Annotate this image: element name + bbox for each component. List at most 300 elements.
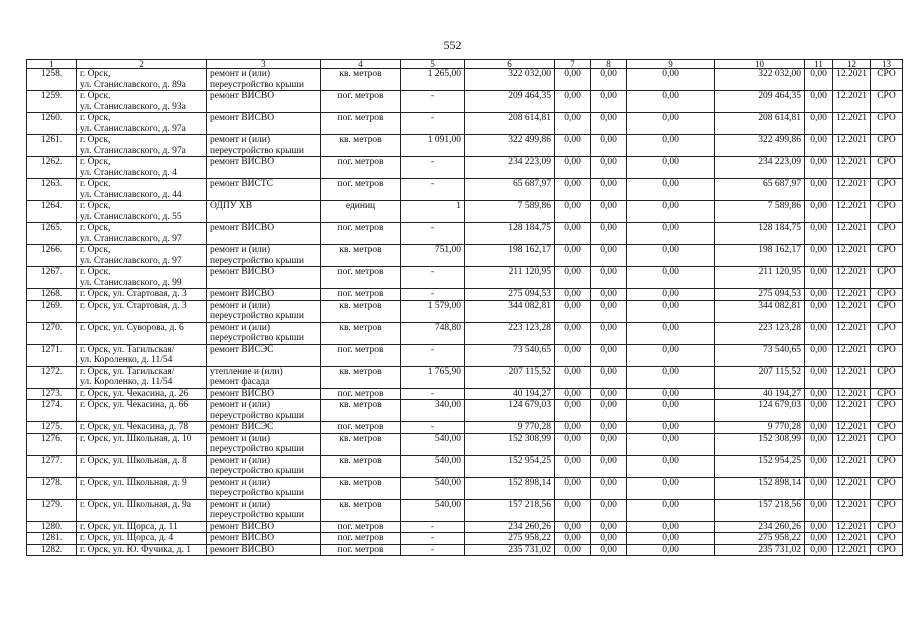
col10-cell: 234 223,09 xyxy=(715,157,805,179)
unit-cell: пог. метров xyxy=(321,344,401,366)
col7-cell: 0,00 xyxy=(555,69,591,91)
col9-cell: 0,00 xyxy=(627,69,715,91)
table-row xyxy=(27,344,903,366)
total-cost-cell: 128 184,75 xyxy=(465,223,555,245)
col-header-8: 8 xyxy=(591,60,627,69)
col-header-13: 13 xyxy=(871,60,903,69)
source-cell: СРО xyxy=(871,223,903,245)
row-number: 1260. xyxy=(27,113,77,135)
table-row xyxy=(27,422,903,434)
source-cell: СРО xyxy=(871,533,903,545)
address-cell: г. Орск, ул. Щорса, д. 11 xyxy=(77,521,207,533)
col-header-9: 9 xyxy=(627,60,715,69)
col7-cell: 0,00 xyxy=(555,521,591,533)
row-number: 1267. xyxy=(27,267,77,289)
col8-cell: 0,00 xyxy=(591,113,627,135)
source-cell: СРО xyxy=(871,245,903,267)
col8-cell: 0,00 xyxy=(591,223,627,245)
work-type-cell: ремонт ВИСВО xyxy=(207,544,321,556)
col9-cell: 0,00 xyxy=(627,245,715,267)
date-cell: 12.2021 xyxy=(833,433,871,455)
quantity-cell: - xyxy=(401,344,465,366)
total-cost-cell: 235 731,02 xyxy=(465,544,555,556)
col7-cell: 0,00 xyxy=(555,223,591,245)
source-cell: СРО xyxy=(871,267,903,289)
date-cell: 12.2021 xyxy=(833,322,871,344)
work-type-cell: ремонт ВИСЭС xyxy=(207,344,321,366)
col9-cell: 0,00 xyxy=(627,91,715,113)
col11-cell: 0,00 xyxy=(805,300,833,322)
col-header-4: 4 xyxy=(321,60,401,69)
total-cost-cell: 7 589,86 xyxy=(465,201,555,223)
col8-cell: 0,00 xyxy=(591,201,627,223)
date-cell: 12.2021 xyxy=(833,499,871,521)
table-row xyxy=(27,223,903,245)
total-cost-cell: 124 679,03 xyxy=(465,400,555,422)
quantity-cell: 1 765,90 xyxy=(401,366,465,388)
quantity-cell: 540,00 xyxy=(401,477,465,499)
col9-cell: 0,00 xyxy=(627,157,715,179)
col8-cell: 0,00 xyxy=(591,455,627,477)
table-row xyxy=(27,69,903,91)
col11-cell: 0,00 xyxy=(805,422,833,434)
col10-cell: 275 958,22 xyxy=(715,533,805,545)
col-header-3: 3 xyxy=(207,60,321,69)
col9-cell: 0,00 xyxy=(627,267,715,289)
address-cell: г. Орск, ул. Школьная, д. 9 xyxy=(77,477,207,499)
table-row xyxy=(27,135,903,157)
date-cell: 12.2021 xyxy=(833,135,871,157)
table-row xyxy=(27,201,903,223)
unit-cell: кв. метров xyxy=(321,322,401,344)
source-cell: СРО xyxy=(871,300,903,322)
work-type-cell: ремонт ВИСВО xyxy=(207,157,321,179)
date-cell: 12.2021 xyxy=(833,344,871,366)
work-type-cell: ремонт и (или) переустройство крыши xyxy=(207,322,321,344)
table-row xyxy=(27,533,903,545)
col11-cell: 0,00 xyxy=(805,533,833,545)
col9-cell: 0,00 xyxy=(627,533,715,545)
table-row xyxy=(27,499,903,521)
quantity-cell: 751,00 xyxy=(401,245,465,267)
quantity-cell: 540,00 xyxy=(401,455,465,477)
row-number: 1282. xyxy=(27,544,77,556)
unit-cell: кв. метров xyxy=(321,366,401,388)
col11-cell: 0,00 xyxy=(805,223,833,245)
table-row xyxy=(27,267,903,289)
col9-cell: 0,00 xyxy=(627,201,715,223)
col11-cell: 0,00 xyxy=(805,366,833,388)
col10-cell: 9 770,28 xyxy=(715,422,805,434)
col10-cell: 211 120,95 xyxy=(715,267,805,289)
table-row xyxy=(27,388,903,400)
unit-cell: кв. метров xyxy=(321,135,401,157)
col7-cell: 0,00 xyxy=(555,322,591,344)
unit-cell: кв. метров xyxy=(321,69,401,91)
unit-cell: кв. метров xyxy=(321,400,401,422)
source-cell: СРО xyxy=(871,499,903,521)
source-cell: СРО xyxy=(871,477,903,499)
quantity-cell: 340,00 xyxy=(401,400,465,422)
quantity-cell: - xyxy=(401,223,465,245)
col9-cell: 0,00 xyxy=(627,388,715,400)
col11-cell: 0,00 xyxy=(805,69,833,91)
col10-cell: 65 687,97 xyxy=(715,179,805,201)
source-cell: СРО xyxy=(871,69,903,91)
col8-cell: 0,00 xyxy=(591,69,627,91)
col-header-5: 5 xyxy=(401,60,465,69)
col7-cell: 0,00 xyxy=(555,366,591,388)
col8-cell: 0,00 xyxy=(591,91,627,113)
date-cell: 12.2021 xyxy=(833,179,871,201)
row-number: 1281. xyxy=(27,533,77,545)
unit-cell: кв. метров xyxy=(321,433,401,455)
unit-cell: пог. метров xyxy=(321,521,401,533)
address-cell: г. Орск, ул. Станиславского, д. 55 xyxy=(77,201,207,223)
work-type-cell: ремонт и (или) переустройство крыши xyxy=(207,300,321,322)
date-cell: 12.2021 xyxy=(833,366,871,388)
work-type-cell: ремонт ВИСЭС xyxy=(207,422,321,434)
total-cost-cell: 207 115,52 xyxy=(465,366,555,388)
table-row xyxy=(27,300,903,322)
source-cell: СРО xyxy=(871,91,903,113)
col9-cell: 0,00 xyxy=(627,455,715,477)
col7-cell: 0,00 xyxy=(555,344,591,366)
quantity-cell: 540,00 xyxy=(401,433,465,455)
col-header-6: 6 xyxy=(465,60,555,69)
col11-cell: 0,00 xyxy=(805,433,833,455)
unit-cell: кв. метров xyxy=(321,499,401,521)
source-cell: СРО xyxy=(871,388,903,400)
col7-cell: 0,00 xyxy=(555,433,591,455)
address-cell: г. Орск, ул. Станиславского, д. 97а xyxy=(77,135,207,157)
col9-cell: 0,00 xyxy=(627,300,715,322)
unit-cell: пог. метров xyxy=(321,113,401,135)
col7-cell: 0,00 xyxy=(555,157,591,179)
unit-cell: пог. метров xyxy=(321,544,401,556)
quantity-cell: - xyxy=(401,388,465,400)
unit-cell: пог. метров xyxy=(321,422,401,434)
col11-cell: 0,00 xyxy=(805,344,833,366)
col7-cell: 0,00 xyxy=(555,533,591,545)
col8-cell: 0,00 xyxy=(591,366,627,388)
col11-cell: 0,00 xyxy=(805,157,833,179)
col9-cell: 0,00 xyxy=(627,344,715,366)
col7-cell: 0,00 xyxy=(555,388,591,400)
unit-cell: кв. метров xyxy=(321,300,401,322)
date-cell: 12.2021 xyxy=(833,223,871,245)
header-row xyxy=(27,60,903,69)
table-row xyxy=(27,179,903,201)
col10-cell: 322 032,00 xyxy=(715,69,805,91)
col7-cell: 0,00 xyxy=(555,400,591,422)
col8-cell: 0,00 xyxy=(591,289,627,301)
page-number: 552 xyxy=(443,38,462,52)
source-cell: СРО xyxy=(871,113,903,135)
address-cell: г. Орск, ул. Станиславского, д. 89а xyxy=(77,69,207,91)
unit-cell: пог. метров xyxy=(321,267,401,289)
col7-cell: 0,00 xyxy=(555,113,591,135)
col7-cell: 0,00 xyxy=(555,300,591,322)
quantity-cell: - xyxy=(401,91,465,113)
col10-cell: 128 184,75 xyxy=(715,223,805,245)
col9-cell: 0,00 xyxy=(627,179,715,201)
col10-cell: 73 540,65 xyxy=(715,344,805,366)
col9-cell: 0,00 xyxy=(627,223,715,245)
source-cell: СРО xyxy=(871,433,903,455)
source-cell: СРО xyxy=(871,135,903,157)
col8-cell: 0,00 xyxy=(591,157,627,179)
col8-cell: 0,00 xyxy=(591,344,627,366)
unit-cell: пог. метров xyxy=(321,289,401,301)
date-cell: 12.2021 xyxy=(833,201,871,223)
date-cell: 12.2021 xyxy=(833,113,871,135)
col-header-10: 10 xyxy=(715,60,805,69)
quantity-cell: - xyxy=(401,157,465,179)
row-number: 1265. xyxy=(27,223,77,245)
row-number: 1278. xyxy=(27,477,77,499)
col7-cell: 0,00 xyxy=(555,201,591,223)
row-number: 1271. xyxy=(27,344,77,366)
work-type-cell: ремонт ВИСВО xyxy=(207,521,321,533)
col10-cell: 223 123,28 xyxy=(715,322,805,344)
work-type-cell: ремонт и (или) переустройство крыши xyxy=(207,69,321,91)
row-number: 1280. xyxy=(27,521,77,533)
col9-cell: 0,00 xyxy=(627,400,715,422)
col11-cell: 0,00 xyxy=(805,388,833,400)
total-cost-cell: 208 614,81 xyxy=(465,113,555,135)
col8-cell: 0,00 xyxy=(591,245,627,267)
date-cell: 12.2021 xyxy=(833,422,871,434)
col9-cell: 0,00 xyxy=(627,289,715,301)
col11-cell: 0,00 xyxy=(805,322,833,344)
col8-cell: 0,00 xyxy=(591,477,627,499)
col11-cell: 0,00 xyxy=(805,455,833,477)
row-number: 1266. xyxy=(27,245,77,267)
col10-cell: 152 308,99 xyxy=(715,433,805,455)
address-cell: г. Орск, ул. Станиславского, д. 97а xyxy=(77,113,207,135)
col11-cell: 0,00 xyxy=(805,179,833,201)
work-type-cell: ремонт ВИСВО xyxy=(207,533,321,545)
col7-cell: 0,00 xyxy=(555,499,591,521)
unit-cell: пог. метров xyxy=(321,179,401,201)
work-type-cell: ремонт и (или) переустройство крыши xyxy=(207,499,321,521)
col8-cell: 0,00 xyxy=(591,179,627,201)
row-number: 1269. xyxy=(27,300,77,322)
total-cost-cell: 322 499,86 xyxy=(465,135,555,157)
work-type-cell: утепление и (или) ремонт фасада xyxy=(207,366,321,388)
col10-cell: 209 464,35 xyxy=(715,91,805,113)
table-row xyxy=(27,157,903,179)
col10-cell: 234 260,26 xyxy=(715,521,805,533)
col11-cell: 0,00 xyxy=(805,289,833,301)
col8-cell: 0,00 xyxy=(591,400,627,422)
col7-cell: 0,00 xyxy=(555,289,591,301)
address-cell: г. Орск, ул. Станиславского, д. 93а xyxy=(77,91,207,113)
address-cell: г. Орск, ул. Тагильская/ ул. Короленко, д. 11/54 xyxy=(77,344,207,366)
col8-cell: 0,00 xyxy=(591,422,627,434)
date-cell: 12.2021 xyxy=(833,245,871,267)
col10-cell: 275 094,53 xyxy=(715,289,805,301)
address-cell: г. Орск, ул. Станиславского, д. 97 xyxy=(77,245,207,267)
col-header-11: 11 xyxy=(805,60,833,69)
col-header-7: 7 xyxy=(555,60,591,69)
col8-cell: 0,00 xyxy=(591,300,627,322)
date-cell: 12.2021 xyxy=(833,69,871,91)
total-cost-cell: 234 260,26 xyxy=(465,521,555,533)
quantity-cell: 1 265,00 xyxy=(401,69,465,91)
table-row xyxy=(27,544,903,556)
col10-cell: 7 589,86 xyxy=(715,201,805,223)
date-cell: 12.2021 xyxy=(833,300,871,322)
row-number: 1262. xyxy=(27,157,77,179)
source-cell: СРО xyxy=(871,201,903,223)
quantity-cell: 748,80 xyxy=(401,322,465,344)
quantity-cell: 1 xyxy=(401,201,465,223)
col7-cell: 0,00 xyxy=(555,135,591,157)
table-row xyxy=(27,113,903,135)
col11-cell: 0,00 xyxy=(805,477,833,499)
work-type-cell: ремонт и (или) переустройство крыши xyxy=(207,433,321,455)
col10-cell: 207 115,52 xyxy=(715,366,805,388)
unit-cell: пог. метров xyxy=(321,157,401,179)
col11-cell: 0,00 xyxy=(805,91,833,113)
col8-cell: 0,00 xyxy=(591,388,627,400)
col8-cell: 0,00 xyxy=(591,544,627,556)
table-row xyxy=(27,245,903,267)
unit-cell: пог. метров xyxy=(321,223,401,245)
quantity-cell: 1 579,00 xyxy=(401,300,465,322)
date-cell: 12.2021 xyxy=(833,289,871,301)
col9-cell: 0,00 xyxy=(627,135,715,157)
row-number: 1272. xyxy=(27,366,77,388)
quantity-cell: - xyxy=(401,422,465,434)
quantity-cell: - xyxy=(401,179,465,201)
col8-cell: 0,00 xyxy=(591,135,627,157)
address-cell: г. Орск, ул. Станиславского, д. 44 xyxy=(77,179,207,201)
table-row xyxy=(27,366,903,388)
source-cell: СРО xyxy=(871,455,903,477)
row-number: 1270. xyxy=(27,322,77,344)
date-cell: 12.2021 xyxy=(833,455,871,477)
table-row xyxy=(27,289,903,301)
col7-cell: 0,00 xyxy=(555,91,591,113)
col11-cell: 0,00 xyxy=(805,113,833,135)
source-cell: СРО xyxy=(871,544,903,556)
total-cost-cell: 9 770,28 xyxy=(465,422,555,434)
row-number: 1276. xyxy=(27,433,77,455)
work-type-cell: ремонт ВИСВО xyxy=(207,267,321,289)
unit-cell: единиц xyxy=(321,201,401,223)
source-cell: СРО xyxy=(871,157,903,179)
col11-cell: 0,00 xyxy=(805,499,833,521)
work-type-cell: ремонт и (или) переустройство крыши xyxy=(207,455,321,477)
col7-cell: 0,00 xyxy=(555,455,591,477)
total-cost-cell: 234 223,09 xyxy=(465,157,555,179)
row-number: 1264. xyxy=(27,201,77,223)
col-header-2: 2 xyxy=(77,60,207,69)
work-type-cell: ремонт и (или) переустройство крыши xyxy=(207,135,321,157)
col10-cell: 124 679,03 xyxy=(715,400,805,422)
total-cost-cell: 275 958,22 xyxy=(465,533,555,545)
total-cost-cell: 152 898,14 xyxy=(465,477,555,499)
row-number: 1263. xyxy=(27,179,77,201)
total-cost-cell: 152 308,99 xyxy=(465,433,555,455)
date-cell: 12.2021 xyxy=(833,521,871,533)
col11-cell: 0,00 xyxy=(805,135,833,157)
quantity-cell: - xyxy=(401,289,465,301)
col10-cell: 198 162,17 xyxy=(715,245,805,267)
date-cell: 12.2021 xyxy=(833,477,871,499)
address-cell: г. Орск, ул. Станиславского, д. 97 xyxy=(77,223,207,245)
row-number: 1275. xyxy=(27,422,77,434)
col7-cell: 0,00 xyxy=(555,179,591,201)
source-cell: СРО xyxy=(871,366,903,388)
col10-cell: 235 731,02 xyxy=(715,544,805,556)
unit-cell: пог. метров xyxy=(321,91,401,113)
row-number: 1277. xyxy=(27,455,77,477)
address-cell: г. Орск, ул. Чекасина, д. 66 xyxy=(77,400,207,422)
date-cell: 12.2021 xyxy=(833,388,871,400)
unit-cell: пог. метров xyxy=(321,533,401,545)
col10-cell: 152 954,25 xyxy=(715,455,805,477)
col10-cell: 157 218,56 xyxy=(715,499,805,521)
register-table xyxy=(26,59,903,556)
quantity-cell: - xyxy=(401,521,465,533)
row-number: 1279. xyxy=(27,499,77,521)
quantity-cell: - xyxy=(401,113,465,135)
col7-cell: 0,00 xyxy=(555,422,591,434)
total-cost-cell: 322 032,00 xyxy=(465,69,555,91)
col11-cell: 0,00 xyxy=(805,521,833,533)
col7-cell: 0,00 xyxy=(555,267,591,289)
source-cell: СРО xyxy=(871,344,903,366)
col9-cell: 0,00 xyxy=(627,113,715,135)
address-cell: г. Орск, ул. Ю. Фучика, д. 1 xyxy=(77,544,207,556)
col8-cell: 0,00 xyxy=(591,533,627,545)
work-type-cell: ремонт ВИСВО xyxy=(207,223,321,245)
address-cell: г. Орск, ул. Стартовая, д. 3 xyxy=(77,300,207,322)
quantity-cell: - xyxy=(401,267,465,289)
col9-cell: 0,00 xyxy=(627,477,715,499)
date-cell: 12.2021 xyxy=(833,91,871,113)
col11-cell: 0,00 xyxy=(805,400,833,422)
date-cell: 12.2021 xyxy=(833,400,871,422)
col9-cell: 0,00 xyxy=(627,521,715,533)
source-cell: СРО xyxy=(871,179,903,201)
date-cell: 12.2021 xyxy=(833,533,871,545)
table-row xyxy=(27,91,903,113)
work-type-cell: ремонт и (или) переустройство крыши xyxy=(207,245,321,267)
quantity-cell: - xyxy=(401,533,465,545)
source-cell: СРО xyxy=(871,422,903,434)
work-type-cell: ремонт ВИСТС xyxy=(207,179,321,201)
total-cost-cell: 152 954,25 xyxy=(465,455,555,477)
unit-cell: кв. метров xyxy=(321,477,401,499)
col9-cell: 0,00 xyxy=(627,422,715,434)
col10-cell: 322 499,86 xyxy=(715,135,805,157)
row-number: 1274. xyxy=(27,400,77,422)
work-type-cell: ремонт ВИСВО xyxy=(207,91,321,113)
col9-cell: 0,00 xyxy=(627,433,715,455)
address-cell: г. Орск, ул. Щорса, д. 4 xyxy=(77,533,207,545)
col8-cell: 0,00 xyxy=(591,433,627,455)
table-row xyxy=(27,400,903,422)
row-number: 1258. xyxy=(27,69,77,91)
address-cell: г. Орск, ул. Чекасина, д. 26 xyxy=(77,388,207,400)
col-header-1: 1 xyxy=(27,60,77,69)
total-cost-cell: 344 082,81 xyxy=(465,300,555,322)
